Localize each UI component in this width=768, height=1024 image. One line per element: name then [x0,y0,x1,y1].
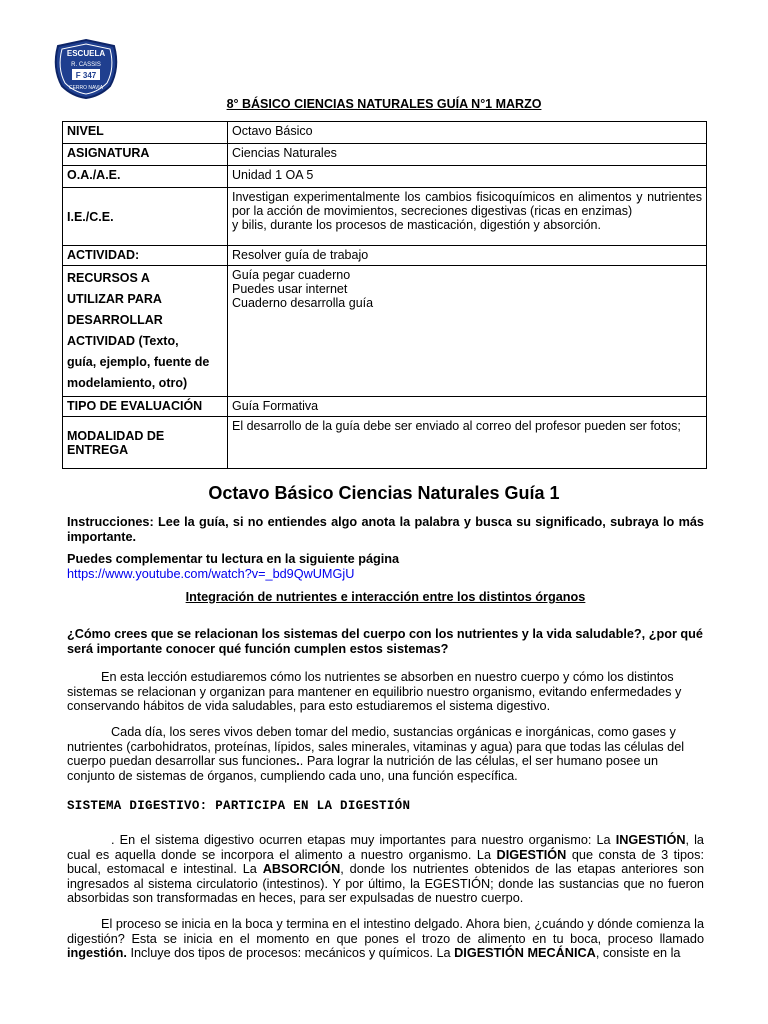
svg-text:CERRO NAVIA: CERRO NAVIA [68,85,104,91]
paragraph-3 [67,833,704,906]
instructions: Instrucciones: Lee la guía, si no entiendes algo anota la palabra y busca su significado, subraya lo más importante. [67,515,704,544]
asignatura-label: ASIGNATURA [63,144,228,166]
recursos-label-line: RECURSOS A [67,271,150,285]
paragraph-2 [67,725,704,783]
sistema-digestivo-heading: SISTEMA DIGESTIVO: PARTICIPA EN LA DIGESTIÓN [67,799,411,813]
recursos-item: Guía pegar cuaderno [232,268,351,282]
ingestion-term-2: ingestión. [67,946,127,961]
paragraph-2-text-cont: . Para lograr la nutrición de las células, el ser humano posee un conjunto de sistemas de órganos, cumpliendo cada uno, una función específica. [67,754,659,783]
digestion-mecanica-term: DIGESTIÓN MECÁNICA [454,946,596,961]
paragraph-2-text: Cada día, los seres vivos deben tomar del medio, sustancias orgánicas e inorgánicas, como gases y nutrientes (carbohidratos, proteínas, lípidos, sales minerales, vitaminas y agua) para que todas las células del cuerpo puedan desarrollar sus funciones [67,725,685,769]
info-table [62,121,707,469]
school-logo [50,38,122,100]
recursos-label-line: ACTIVIDAD (Texto, [67,334,179,348]
section-title: Integración de nutrientes e interacción entre los distintos órganos [185,590,586,604]
youtube-link[interactable]: https://www.youtube.com/watch?v=_bd9QwUMGjU [67,567,355,581]
p3-text: . En el sistema digestivo ocurren etapas muy importantes para nuestro organismo: La [111,833,616,847]
guide-title: Octavo Básico Ciencias Naturales Guía 1 [208,483,560,503]
recursos-label-line: UTILIZAR PARA [67,292,162,306]
actividad-label: ACTIVIDAD: [63,246,228,266]
nivel-label: NIVEL [63,122,228,144]
recursos-label-line: DESARROLLAR [67,313,163,327]
p3-text: , donde los nutrientes obtenidos de las etapas anteriores son ingresados al sistema circulatorio (intestinos). Y por último, la EGESTIÓN; donde las sustancias que no fueron absorbidas son transformadas en heces, para ser expulsadas de nuestro cuerpo. [67,862,705,906]
p3-text: , la cual es aquella donde se incorpora el alimento a nuestro organismo. La [67,833,704,862]
svg-text:F 347: F 347 [75,71,97,80]
p4-text: El proceso se inicia en la boca y termina en el intestino delgado. Ahora bien, ¿cuándo y dónde comienza la digestión? Esta se inicia en el momento en que pones el trozo de alimento en tu boca, proceso llamado [67,917,704,946]
recursos-label [63,266,228,397]
tipo-value: Guía Formativa [228,397,707,417]
tipo-label: TIPO DE EVALUACIÓN [63,397,228,417]
svg-text:ESCUELA: ESCUELA [66,49,106,58]
recursos-item: Puedes usar internet [232,282,348,296]
document-header: 8° BÁSICO CIENCIAS NATURALES GUÍA N°1 MARZO [226,97,542,111]
ie-value [228,188,707,246]
recursos-item: Cuaderno desarrolla guía [232,296,374,310]
absorcion-term: ABSORCIÓN [262,862,341,877]
asignatura-value: Ciencias Naturales [228,144,707,166]
paragraph-2-bold-period: . [296,754,300,769]
p3-text: que consta de 3 tipos: bucal, estomacal e intestinal. La [67,847,704,877]
digestion-term: DIGESTIÓN [496,847,567,862]
recursos-label-line: modelamiento, otro) [67,376,188,390]
guiding-question: ¿Cómo crees que se relacionan los sistemas del cuerpo con los nutrientes y la vida saludable?, ¿por qué será importante conocer qué función cumplen estos sistemas? [67,627,703,656]
ingestion-term: INGESTIÓN [615,833,686,847]
actividad-value: Resolver guía de trabajo [228,246,707,266]
recursos-value [228,266,707,397]
svg-text:R. CASSIS: R. CASSIS [71,62,101,68]
ie-text-1: Investigan experimentalmente los cambios fisicoquímicos en alimentos y nutrientes por la acción de movimientos, secreciones digestivas (ricas en enzimas) [232,190,702,218]
modalidad-value: El desarrollo de la guía debe ser enviado al correo del profesor pueden ser fotos; [228,417,707,469]
ie-label: I.E./C.E. [63,188,228,246]
modalidad-label: MODALIDAD DE ENTREGA [63,417,228,469]
nivel-value: Octavo Básico [228,122,707,144]
paragraph-4 [67,917,704,961]
paragraph-1: En esta lección estudiaremos cómo los nutrientes se absorben en nuestro cuerpo y cómo los distintos sistemas se relacionan y organizan para mantener en equilibrio nuestro organismo, evitando enfermedades y conservando hábitos de vida saludables, para esto estudiaremos el sistema digestivo. [67,670,682,714]
p4-text: , consiste en la [595,946,681,961]
oa-label: O.A./A.E. [63,166,228,188]
ie-text-2: y bilis, durante los procesos de masticación, digestión y absorción. [232,218,601,232]
complement-text: Puedes complementar tu lectura en la siguiente página [67,552,400,566]
p4-text: Incluye dos tipos de procesos: mecánicos y químicos. La [126,946,455,961]
recursos-label-line: guía, ejemplo, fuente de [67,355,210,369]
oa-value: Unidad 1 OA 5 [228,166,707,188]
